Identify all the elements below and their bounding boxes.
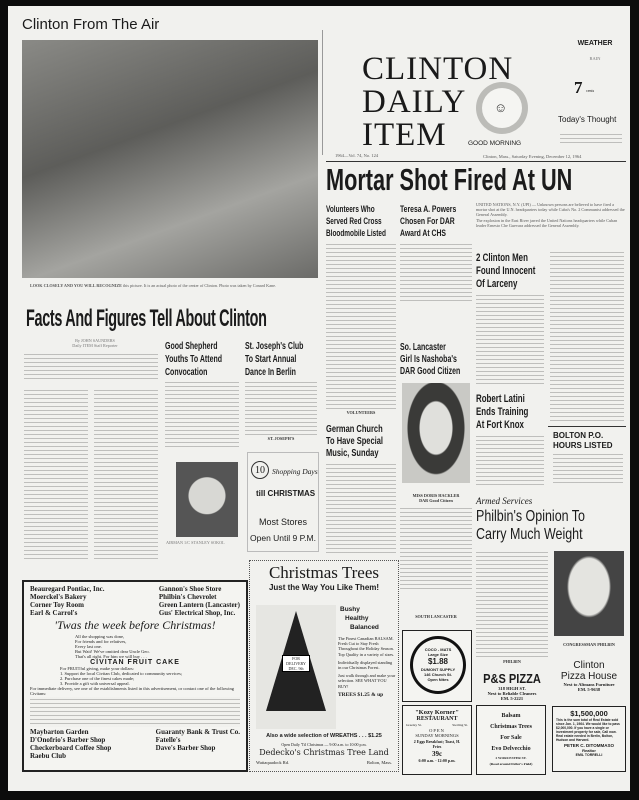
town: Bolton, Mass. xyxy=(366,760,392,765)
ad-line: Realtor xyxy=(582,748,596,753)
caption-lead: LOOK CLOSELY AND YOU WILL RECOGNIZE xyxy=(30,283,122,288)
tree-price: TREES $1.25 & up xyxy=(338,691,384,698)
hl-line: Teresa A. Powers xyxy=(400,204,457,215)
feature: Balanced xyxy=(350,624,379,631)
todays-thought: Today's Thought xyxy=(558,115,617,124)
ad-line: EM. 5-9638 xyxy=(577,687,601,692)
ad-title: Clinton xyxy=(573,660,605,671)
tree-hours: Open Daily 'Til Christmas — 9:00 a.m. to 10:00 p.m. xyxy=(281,742,367,747)
tagline: GOOD MORNING xyxy=(468,140,522,147)
armed-services-kicker: Armed Services xyxy=(476,496,533,506)
byline-name: By JOHN SAUNDERS xyxy=(75,338,115,343)
tree-land-name: Dedecko's Christmas Tree Land xyxy=(259,748,389,757)
ad-line: Sterling St. xyxy=(452,723,468,727)
ad-line: 6:00 a.m. - 12:00 p.m. xyxy=(418,758,456,763)
coco-mats-ad xyxy=(402,630,472,702)
most-stores: Most Stores xyxy=(258,517,307,527)
poem xyxy=(75,634,240,659)
ad-line: Christmas Trees xyxy=(490,724,532,730)
balsam-ad xyxy=(476,705,546,775)
article-body xyxy=(24,388,88,560)
shopping-days-label: Shopping Days xyxy=(272,467,318,476)
bolton-headline xyxy=(553,431,613,451)
hl-line: Robert Latini xyxy=(476,393,525,405)
ad-line: 2 WORCESTER ST. xyxy=(495,756,527,760)
article-body xyxy=(400,242,472,302)
ad-line: 146 Church St. xyxy=(423,672,452,677)
sponsor: Philbin's Chevrolet xyxy=(158,593,217,601)
tree-desc xyxy=(338,636,396,698)
sponsor: Checkerboard Coffee Shop xyxy=(30,744,112,752)
civitan-names xyxy=(30,697,240,727)
jump-line: VOLUNTEERS xyxy=(346,410,376,415)
jump-line: ST. JOSEPH'S xyxy=(267,436,295,441)
wreaths: Also a wide selection of WREATHS . . . $1.25 xyxy=(266,733,382,739)
shopping-christmas: till CHRISTMAS xyxy=(256,489,316,498)
hl-line: BOLTON P.O. xyxy=(553,431,604,440)
street: Wattaquadock Rd. xyxy=(256,760,290,765)
reasons xyxy=(60,666,240,686)
sponsor: Beauregard Pontiac, Inc. xyxy=(30,585,105,593)
delivery-tag: FOR DELIVERY DEC. 9th xyxy=(282,655,310,672)
sponsor: Gannon's Shoe Store xyxy=(158,585,222,593)
article-body xyxy=(165,380,239,450)
lead-para: UNITED NATIONS, N.Y. (UPI) — Unknown persons are believed to have fired a mortar shot at the U.N. headquarters today while Cuba's No. 2 Communist addressed the General Assembly. xyxy=(476,202,625,217)
sponsor: Corner Toy Room xyxy=(30,601,84,609)
sponsor: Earl & Carrol's xyxy=(30,609,78,617)
contact: For immediate delivery, see one of the establishments listed in this advertisement, or contact one of the following Civitans: xyxy=(30,686,235,696)
hl-line: Girl Is Nashoba's xyxy=(400,354,457,365)
para: The explosion in the East River jarred the United Nations headquarters while Cuban leader Ernesto Che Guevara addressed the General Assembly. xyxy=(476,218,618,228)
masthead-line: DAILY xyxy=(362,84,467,120)
ad-line: SUNDAY MORNINGS xyxy=(415,733,459,738)
store-hours: Open Until 9 P.M. xyxy=(250,533,316,543)
ad-price: $1.88 xyxy=(427,657,449,666)
masthead-line: ITEM xyxy=(362,117,447,153)
article-body xyxy=(550,250,624,422)
reason-intro: For FRUITful giving, make your dollars: xyxy=(60,666,134,671)
ad-line: EM. 5-2221 xyxy=(500,695,524,701)
hl-line: St. Joseph's Club xyxy=(245,341,304,352)
poem-line: All the shopping was done, xyxy=(75,634,125,639)
ad-line: 2 Eggs Breakfast; Toast, H. Fries xyxy=(413,739,461,749)
dateline: Clinton, Mass., Saturday Evening, December 12, 1964 xyxy=(483,154,582,159)
hl-line: So. Lancaster xyxy=(400,342,446,353)
desc: The Finest Canadian BALSAM. Fresh Cut to Stay Fresh Throughout the Holiday Season. Top Quality in a variety of sizes. xyxy=(338,636,395,657)
ad-line: COCO - MATS xyxy=(424,647,452,652)
ad-line: Next to Altmans Furniture xyxy=(563,682,615,687)
sponsor: Raebu Club xyxy=(30,752,66,760)
section-title: Clinton From The Air xyxy=(22,16,160,33)
hl-line: Served Red Cross xyxy=(326,216,382,227)
hl-line: Convocation xyxy=(165,367,208,378)
divider xyxy=(548,426,626,427)
display: Individually displayed standing in our Christmas Forest. xyxy=(338,659,393,671)
weather-label: WEATHER xyxy=(577,40,613,47)
ps-pizza-ad xyxy=(476,672,548,701)
tree-ad-title: Christmas Trees xyxy=(268,563,380,582)
german-church-headline xyxy=(326,424,383,460)
ad-text: This is the sum total of Real Estate sold since Jan. 1, 1964. We would like to pass $2,000,000. If you have a single or investment property for sale, Call now. Real estate needed in Berlin, Bolton, Hudson and Harvard. xyxy=(556,718,620,742)
civitan-ad xyxy=(22,580,248,772)
jump-line: SOUTH LANCASTER xyxy=(415,614,457,619)
ad-price: 39c xyxy=(431,750,443,758)
lancaster-headline xyxy=(400,342,460,378)
price: 7 xyxy=(574,78,583,97)
hl-line: Dance In Berlin xyxy=(245,367,296,378)
ad-line: For Sale xyxy=(500,735,522,741)
kozy-korner-ad xyxy=(402,705,472,775)
sponsor: Maybarton Garden xyxy=(30,728,89,736)
shopping-days-box xyxy=(247,452,319,552)
hl-line: Bloodmobile Listed xyxy=(326,228,386,239)
clinton-men-headline xyxy=(476,252,535,291)
ad-line: (Road around Fuller's Field) xyxy=(489,762,533,766)
sponsor: Moerckel's Bakery xyxy=(30,593,87,601)
latini-headline xyxy=(476,393,528,432)
byline-role: Daily ITEM Staff Reporter xyxy=(72,343,118,348)
sponsor: Dave's Barber Shop xyxy=(155,744,216,752)
volume: 1964—Vol. 74, No. 124 xyxy=(335,153,379,158)
hl-line: Chosen For DAR xyxy=(400,216,455,227)
soldier-photo xyxy=(176,462,238,537)
hl-line: Carry Much Weight xyxy=(476,526,583,543)
sponsor: D'Onofrio's Barber Shop xyxy=(30,736,106,744)
walk: Just walk through and make your selection. SEE WHAT YOU BUY! xyxy=(338,673,396,689)
sponsor: Fatelle's xyxy=(155,736,181,744)
byline xyxy=(40,338,150,348)
main-lead xyxy=(476,202,626,228)
article-body xyxy=(245,380,317,435)
poem-line: For friends and for relatives, xyxy=(75,639,127,644)
ad-title: $1,500,000 xyxy=(570,709,608,718)
hl-line: Youths To Attend xyxy=(165,354,223,365)
hl-line: Award At CHS xyxy=(400,228,446,239)
article-body xyxy=(553,452,623,484)
ad-line: Balsam xyxy=(501,713,521,719)
ad-line: DUMONT SUPPLY xyxy=(420,667,456,672)
masthead-line: CLINTON xyxy=(362,51,514,87)
teresa-headline xyxy=(400,204,456,240)
reason: 3. Provide a gift with universal appeal. xyxy=(60,681,130,686)
aerial-photo xyxy=(22,40,318,278)
realty-ad xyxy=(552,706,626,772)
hl-line: HOURS LISTED xyxy=(553,441,613,450)
hl-line: Of Larceny xyxy=(476,278,518,290)
ad-line: RESTAURANT xyxy=(416,716,458,722)
hl-line: Good Shepherd xyxy=(165,341,218,352)
hl-line: To Have Special xyxy=(326,436,383,447)
poem-line: But Wait! We've omitted dear Uncle Geo. xyxy=(75,649,150,654)
ad-line: Next to Reliable Cleaners xyxy=(487,690,537,696)
feature: Healthy xyxy=(345,615,369,622)
realtor-name: PETER C. DITOMMASO xyxy=(564,743,614,748)
ad-line: OPEN xyxy=(429,728,445,733)
ad-title: Pizza House xyxy=(560,671,618,682)
tree-ad-subtitle: Just the Way You Like Them! xyxy=(268,583,380,592)
hl-line: 2 Clinton Men xyxy=(476,252,528,264)
ad-line: Greeley St. xyxy=(406,723,422,727)
price-unit: cents xyxy=(586,88,595,93)
hl-line: German Church xyxy=(326,424,383,435)
main-headline: Mortar Shot Fired At UN xyxy=(326,162,573,197)
volunteers-list xyxy=(326,242,396,410)
ad-line: EMIL TORRELLI xyxy=(575,753,603,757)
st-joseph-headline xyxy=(245,340,303,379)
philbin-photo xyxy=(554,551,624,636)
photo-caption: CONGRESSMAN PHILBIN xyxy=(563,642,615,647)
article-body xyxy=(476,550,548,660)
sponsor: Green Lantern (Lancaster) xyxy=(158,601,240,609)
photo-caption xyxy=(400,493,472,503)
hl-line: Ends Training xyxy=(476,406,529,418)
soldier-caption: AIRMAN 1/C STANLEY SOKOL xyxy=(166,540,225,545)
doris-hackler-photo xyxy=(402,383,470,483)
good-shepherd-headline xyxy=(165,340,222,379)
sun-logo-icon: ☺ xyxy=(482,88,522,128)
hl-line: To Start Annual xyxy=(245,354,297,365)
article-body xyxy=(476,434,544,486)
sponsor: Guaranty Bank & Trust Co. xyxy=(155,728,240,736)
hl-line: DAR Good Citizen xyxy=(400,366,461,377)
tree-illustration xyxy=(256,605,336,729)
ad-line: Evo Delvecchio xyxy=(491,746,531,752)
philbin-headline xyxy=(476,508,585,544)
hl-line: Volunteers Who xyxy=(326,204,375,215)
caption-title: DAR Good Citizen xyxy=(419,498,453,503)
ad-line: Large Size xyxy=(427,652,448,657)
jump-line: PHILBIN xyxy=(503,659,521,664)
feature: Bushy xyxy=(340,606,360,613)
civitan-title: 'Twas the week before Christmas! xyxy=(54,618,216,632)
caption-name: MISS DORIS HACKLER xyxy=(412,493,460,498)
photo-caption xyxy=(30,283,318,301)
pizza-house-ad xyxy=(552,660,626,692)
reason: 1. Support the local Civitan Club, dedicated to community services; xyxy=(60,671,183,676)
hl-line: Music, Sunday xyxy=(326,448,379,459)
ad-title: P&S PIZZA xyxy=(483,671,541,686)
article-body xyxy=(476,293,544,385)
poem-line: That's all right. For him we will buy . . . xyxy=(75,654,147,659)
ad-line: Open Nites xyxy=(427,677,449,682)
tree-features xyxy=(340,605,379,632)
christmas-tree-ad xyxy=(249,560,399,772)
facts-headline: Facts And Figures Tell About Clinton xyxy=(26,305,267,332)
hl-line: At Fort Knox xyxy=(476,419,524,431)
shopping-days-count: 10 xyxy=(251,461,269,479)
ad-line: 318 HIGH ST. xyxy=(498,685,526,691)
article-body xyxy=(24,352,158,382)
article-body xyxy=(400,506,472,590)
hl-line: Found Innocent xyxy=(476,265,536,277)
reason: 2. Purchase one of the finest cakes made; xyxy=(60,676,135,681)
caption-text: this picture. It is an actual photo of the center of Clinton. Photo was taken by Conard Kane. xyxy=(123,283,277,288)
thought-text xyxy=(560,132,622,144)
article-body xyxy=(326,462,396,554)
ad-title: "Kozy Korner" xyxy=(415,709,459,716)
hl-line: Philbin's Opinion To xyxy=(476,508,585,525)
sponsor: Gus' Electrical Shop, Inc. xyxy=(158,609,236,617)
article-body xyxy=(94,388,158,560)
volunteers-headline xyxy=(326,204,386,240)
weather-forecast: RAIN xyxy=(589,56,601,61)
column-rule xyxy=(322,30,323,155)
fruit-cake: CIVITAN FRUIT CAKE xyxy=(90,659,180,666)
poem-line: Every last one. xyxy=(75,644,102,649)
